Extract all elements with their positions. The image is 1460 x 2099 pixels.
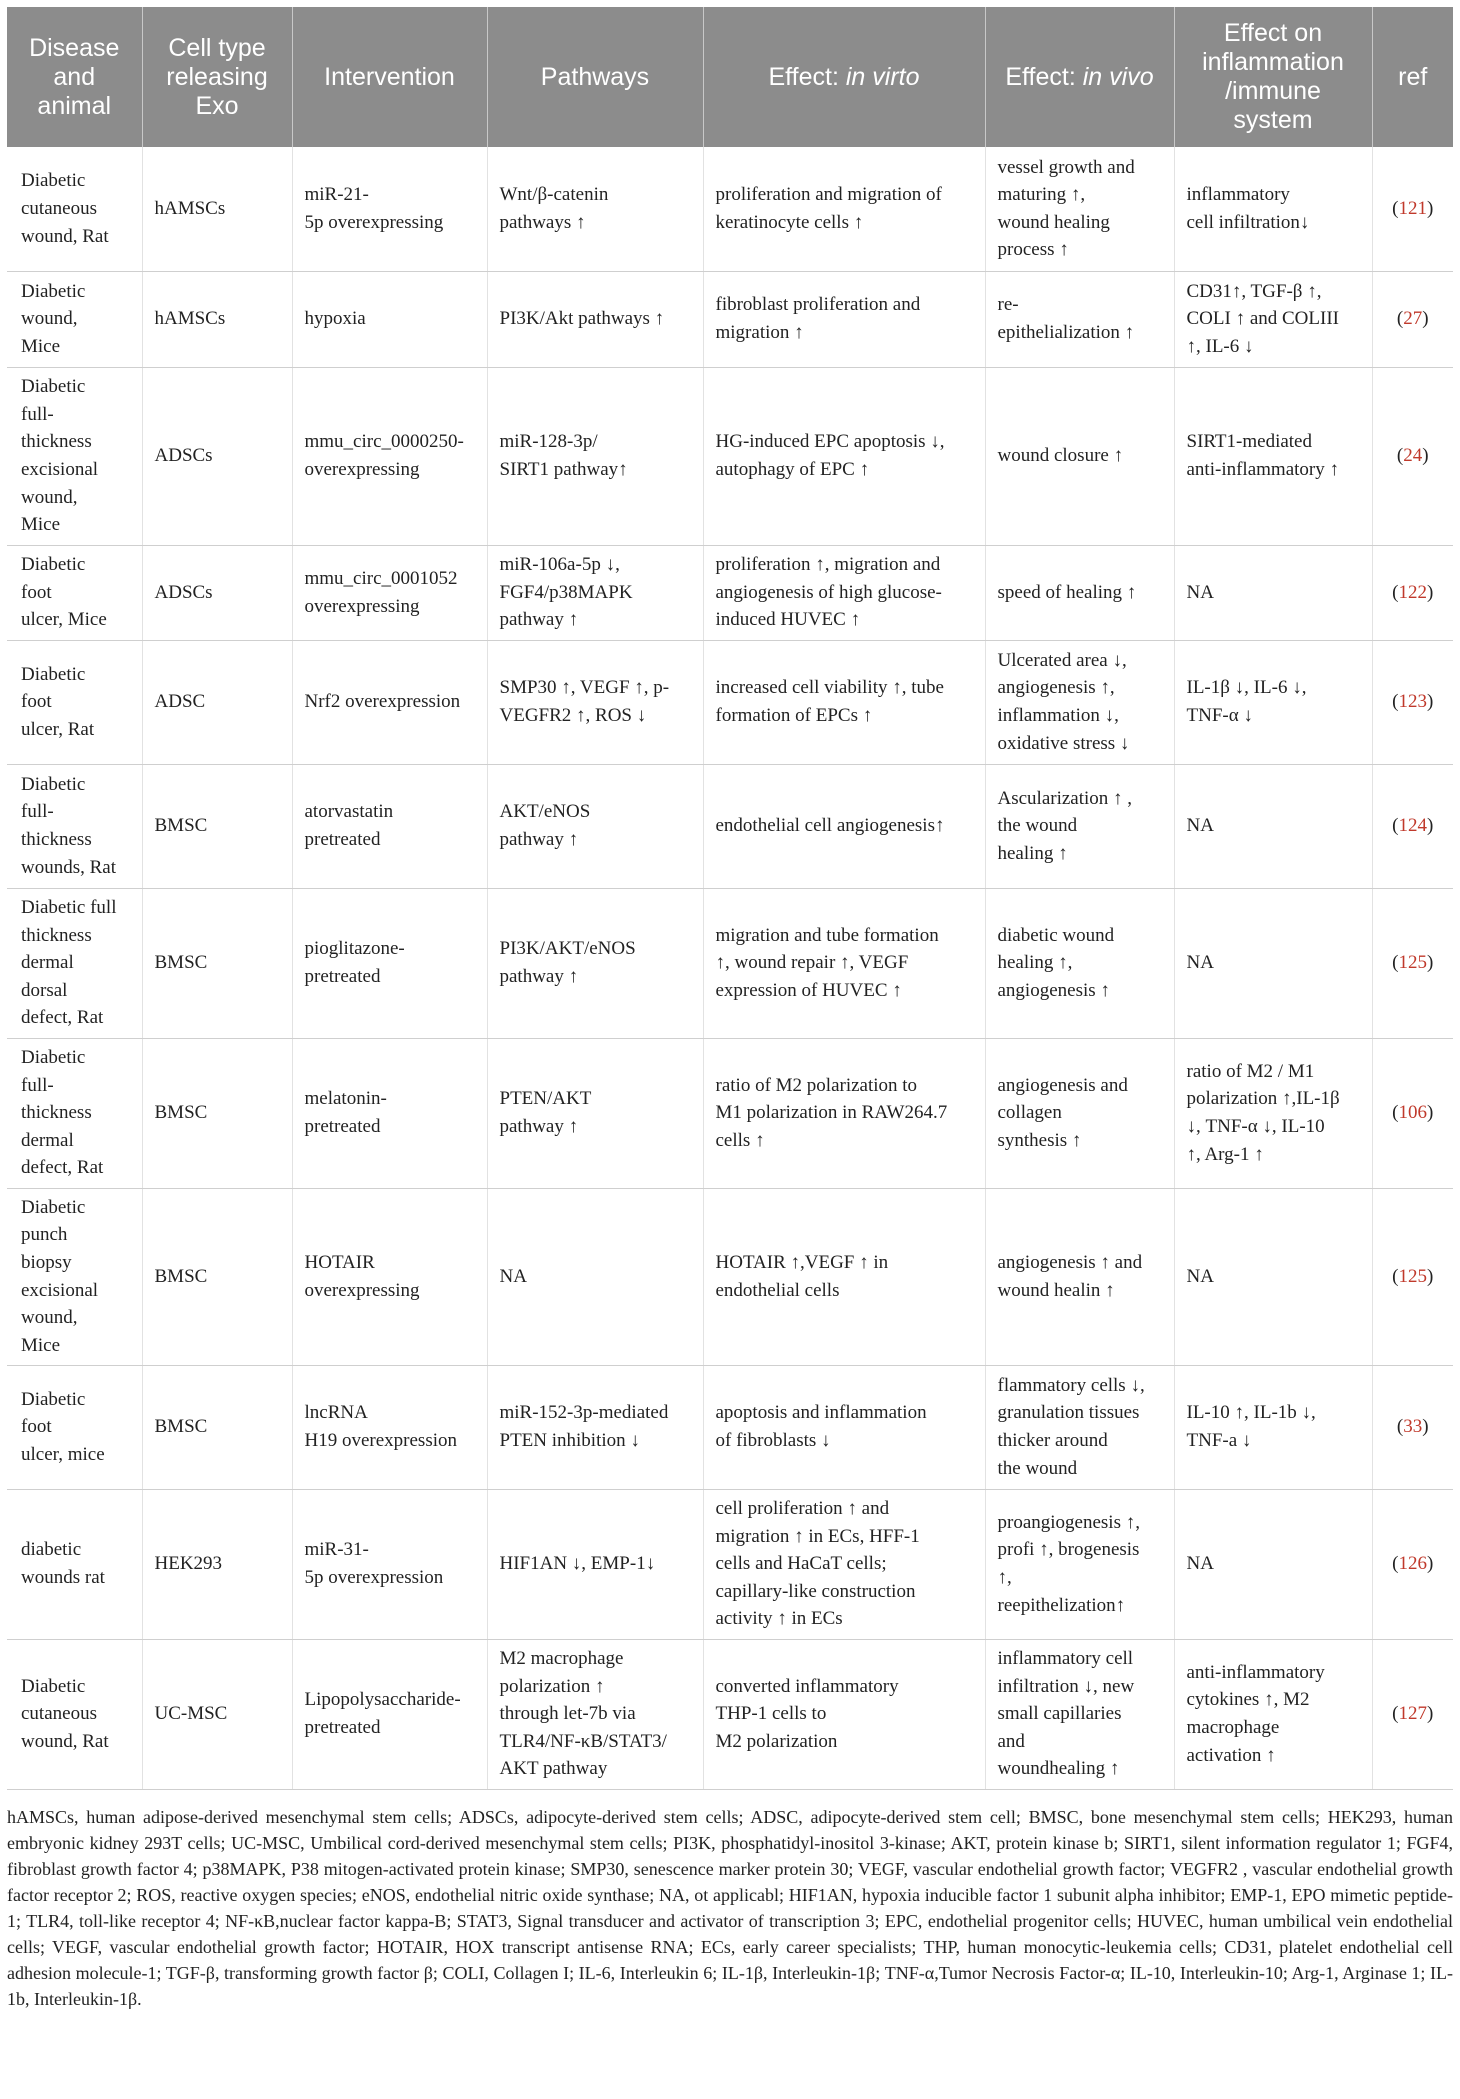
paren-close: ) bbox=[1427, 581, 1434, 603]
cell-disease-animal: Diabetic full thickness dermal dorsal defect, Rat bbox=[7, 888, 142, 1038]
cell-intervention: pioglitazone- pretreated bbox=[292, 888, 487, 1038]
cell-ref bbox=[1372, 367, 1453, 545]
header-text: and bbox=[53, 62, 96, 91]
header-effect-inflammation bbox=[1174, 7, 1372, 147]
cell-ref bbox=[1372, 888, 1453, 1038]
cell-intervention: HOTAIR overexpressing bbox=[292, 1188, 487, 1365]
cell-cell-type: ADSCs bbox=[142, 367, 292, 545]
reference-link[interactable]: 33 bbox=[1403, 1416, 1423, 1438]
cell-pathways: SMP30 ↑, VEGF ↑, p- VEGFR2 ↑, ROS ↓ bbox=[487, 640, 703, 764]
cell-pathways: M2 macrophage polarization ↑ through let-7b via TLR4/NF-κB/STAT3/ AKT pathway bbox=[487, 1639, 703, 1789]
cell-pathways: PTEN/AKT pathway ↑ bbox=[487, 1038, 703, 1188]
cell-effect-in-vitro: fibroblast proliferation and migration ↑ bbox=[703, 271, 985, 367]
cell-effect-in-vivo: diabetic wound healing ↑, angiogenesis ↑ bbox=[985, 888, 1174, 1038]
cell-cell-type: HEK293 bbox=[142, 1489, 292, 1639]
paren-close: ) bbox=[1427, 691, 1434, 713]
cell-pathways: NA bbox=[487, 1188, 703, 1365]
paren-close: ) bbox=[1427, 815, 1434, 837]
cell-effect-inflammation: CD31↑, TGF-β ↑, COLI ↑ and COLIII ↑, IL-6 ↓ bbox=[1174, 271, 1372, 367]
cell-disease-animal: Diabetic foot ulcer, Mice bbox=[7, 545, 142, 640]
cell-intervention: Lipopolysaccharide- pretreated bbox=[292, 1639, 487, 1789]
cell-intervention: miR-21- 5p overexpressing bbox=[292, 147, 487, 271]
cell-disease-animal: Diabetic full- thickness excisional wound, Mice bbox=[7, 367, 142, 545]
table-row bbox=[7, 640, 1453, 764]
header-text: Intervention bbox=[324, 62, 455, 91]
cell-disease-animal: Diabetic foot ulcer, Rat bbox=[7, 640, 142, 764]
cell-ref bbox=[1372, 147, 1453, 271]
cell-intervention: miR-31- 5p overexpression bbox=[292, 1489, 487, 1639]
table-body bbox=[7, 147, 1453, 1789]
cell-effect-in-vivo: angiogenesis and collagen synthesis ↑ bbox=[985, 1038, 1174, 1188]
cell-cell-type: UC-MSC bbox=[142, 1639, 292, 1789]
paren-close: ) bbox=[1427, 1703, 1434, 1725]
cell-disease-animal: Diabetic cutaneous wound, Rat bbox=[7, 1639, 142, 1789]
reference-link[interactable]: 106 bbox=[1398, 1102, 1427, 1124]
cell-disease-animal: Diabetic foot ulcer, mice bbox=[7, 1365, 142, 1489]
cell-effect-in-vitro: cell proliferation ↑ and migration ↑ in ECs, HFF-1 cells and HaCaT cells; capillary-like construction activity ↑ in ECs bbox=[703, 1489, 985, 1639]
cell-effect-in-vitro: endothelial cell angiogenesis↑ bbox=[703, 764, 985, 888]
header-text: Exo bbox=[195, 91, 239, 120]
paren-close: ) bbox=[1422, 1416, 1429, 1438]
cell-effect-in-vivo: wound closure ↑ bbox=[985, 367, 1174, 545]
header-effect-in-vitro bbox=[703, 7, 985, 147]
reference-link[interactable]: 125 bbox=[1398, 1265, 1427, 1287]
cell-cell-type: BMSC bbox=[142, 1038, 292, 1188]
cell-effect-inflammation: IL-1β ↓, IL-6 ↓, TNF-α ↓ bbox=[1174, 640, 1372, 764]
reference-link[interactable]: 125 bbox=[1398, 952, 1427, 974]
cell-intervention: hypoxia bbox=[292, 271, 487, 367]
cell-ref bbox=[1372, 545, 1453, 640]
header-text-italic: in virto bbox=[845, 62, 920, 91]
table-row bbox=[7, 888, 1453, 1038]
cell-effect-in-vitro: converted inflammatory THP-1 cells to M2 polarization bbox=[703, 1639, 985, 1789]
cell-effect-in-vivo: Ulcerated area ↓, angiogenesis ↑, inflammation ↓, oxidative stress ↓ bbox=[985, 640, 1174, 764]
paren-open: ( bbox=[1392, 197, 1399, 219]
cell-pathways: miR-152-3p-mediated PTEN inhibition ↓ bbox=[487, 1365, 703, 1489]
header-text: Effect: bbox=[768, 62, 846, 91]
reference-link[interactable]: 126 bbox=[1398, 1553, 1427, 1575]
cell-cell-type: BMSC bbox=[142, 764, 292, 888]
cell-effect-in-vivo: angiogenesis ↑ and wound healin ↑ bbox=[985, 1188, 1174, 1365]
cell-ref bbox=[1372, 271, 1453, 367]
cell-effect-inflammation: IL-10 ↑, IL-1b ↓, TNF-a ↓ bbox=[1174, 1365, 1372, 1489]
cell-effect-inflammation: NA bbox=[1174, 1489, 1372, 1639]
table-row bbox=[7, 545, 1453, 640]
reference-link[interactable]: 24 bbox=[1403, 445, 1423, 467]
cell-intervention: Nrf2 overexpression bbox=[292, 640, 487, 764]
table-row bbox=[7, 1038, 1453, 1188]
cell-intervention: mmu_circ_0000250- overexpressing bbox=[292, 367, 487, 545]
cell-effect-inflammation: inflammatory cell infiltration↓ bbox=[1174, 147, 1372, 271]
reference-link[interactable]: 27 bbox=[1403, 308, 1423, 330]
data-table bbox=[7, 7, 1453, 1790]
paren-close: ) bbox=[1427, 197, 1434, 219]
reference-link[interactable]: 122 bbox=[1398, 581, 1427, 603]
paren-open: ( bbox=[1392, 1102, 1399, 1124]
cell-disease-animal: Diabetic full- thickness wounds, Rat bbox=[7, 764, 142, 888]
cell-effect-in-vivo: inflammatory cell infiltration ↓, new small capillaries and woundhealing ↑ bbox=[985, 1639, 1174, 1789]
table-row bbox=[7, 271, 1453, 367]
cell-pathways: miR-106a-5p ↓, FGF4/p38MAPK pathway ↑ bbox=[487, 545, 703, 640]
cell-cell-type: ADSC bbox=[142, 640, 292, 764]
table-row bbox=[7, 1188, 1453, 1365]
reference-link[interactable]: 124 bbox=[1398, 815, 1427, 837]
cell-effect-inflammation: anti-inflammatory cytokines ↑, M2 macrophage activation ↑ bbox=[1174, 1639, 1372, 1789]
table-container bbox=[7, 7, 1453, 2012]
cell-intervention: melatonin- pretreated bbox=[292, 1038, 487, 1188]
paren-open: ( bbox=[1392, 1703, 1399, 1725]
header-text: Effect: bbox=[1005, 62, 1083, 91]
header-cell-type bbox=[142, 7, 292, 147]
paren-close: ) bbox=[1427, 952, 1434, 974]
cell-effect-inflammation: NA bbox=[1174, 888, 1372, 1038]
cell-cell-type: BMSC bbox=[142, 1365, 292, 1489]
paren-open: ( bbox=[1396, 1416, 1404, 1438]
table-row bbox=[7, 1639, 1453, 1789]
paren-close: ) bbox=[1427, 1102, 1434, 1124]
header-effect-in-vivo bbox=[985, 7, 1174, 147]
header-text: Effect on bbox=[1223, 19, 1323, 47]
table-footnote: hAMSCs, human adipose-derived mesenchymal stem cells; ADSCs, adipocyte-derived stem cells; ADSC, adipocyte-derived stem cell; BMSC, bone mesenchymal stem cells; HEK293, human embryonic kidney 293T cells; UC-MSC, Umbilical cord-derived mesenchymal stem cells; PI3K, phosphatidyl-inositol 3-kinase; AKT, protein kinase b; SIRT1, silent information regulator 1; FGF4, fibroblast growth factor 4; p38MAPK, P38 mitogen-activated protein kinase; SMP30, senescence marker protein 30; VEGF, vascular endothelial growth factor; VEGFR2 , vascular endothelial growth factor receptor 2; ROS, reactive oxygen species; eNOS, endothelial nitric oxide synthase; NA, ot applicabl; HIF1AN, hypoxia inducible factor 1 subunit alpha inhibitor; EMP-1, EPO mimetic peptide-1; TLR4, toll-like receptor 4; NF-κB,nuclear factor kappa-B; STAT3, Signal transducer and activator of transcription 3; EPC, endothelial progenitor cells; HUVEC, human umbilical vein endothelial cells; VEGF, vascular endothelial growth factor; HOTAIR, HOX transcript antisense RNA; ECs, early career specialists; THP, human monocytic-leukemia cells; CD31, platelet endothelial cell adhesion molecule-1; TGF-β, transforming growth factor β; COLI, Collagen I; IL-6, Interleukin 6; IL-1β, Interleukin-1β; TNF-α,Tumor Necrosis Factor-α; IL-10, Interleukin-10; Arg-1, Arginase 1; IL-1b, Interleukin-1β. bbox=[7, 1806, 1453, 2009]
cell-effect-inflammation: NA bbox=[1174, 1188, 1372, 1365]
paren-open: ( bbox=[1392, 952, 1399, 974]
reference-link[interactable]: 127 bbox=[1398, 1703, 1427, 1725]
cell-ref bbox=[1372, 1365, 1453, 1489]
table-row bbox=[7, 1489, 1453, 1639]
header-text: /immune bbox=[1225, 77, 1321, 105]
cell-effect-in-vivo: vessel growth and maturing ↑, wound healing process ↑ bbox=[985, 147, 1174, 271]
paren-open: ( bbox=[1396, 445, 1404, 467]
cell-intervention: lncRNA H19 overexpression bbox=[292, 1365, 487, 1489]
header-text-italic: in vivo bbox=[1082, 62, 1154, 91]
cell-effect-in-vivo: re- epithelialization ↑ bbox=[985, 271, 1174, 367]
cell-effect-in-vivo: Ascularization ↑ , the wound healing ↑ bbox=[985, 764, 1174, 888]
cell-effect-in-vivo: flammatory cells ↓, granulation tissues thicker around the wound bbox=[985, 1365, 1174, 1489]
cell-disease-animal: diabetic wounds rat bbox=[7, 1489, 142, 1639]
cell-cell-type: hAMSCs bbox=[142, 271, 292, 367]
paren-open: ( bbox=[1392, 815, 1399, 837]
header-text: Pathways bbox=[540, 62, 650, 91]
paren-open: ( bbox=[1392, 581, 1399, 603]
header-pathways bbox=[487, 7, 703, 147]
cell-ref bbox=[1372, 640, 1453, 764]
cell-disease-animal: Diabetic cutaneous wound, Rat bbox=[7, 147, 142, 271]
table-header bbox=[7, 7, 1453, 147]
paren-close: ) bbox=[1427, 1265, 1434, 1287]
header-text: animal bbox=[37, 91, 112, 120]
header-ref bbox=[1372, 7, 1453, 147]
cell-disease-animal: Diabetic punch biopsy excisional wound, Mice bbox=[7, 1188, 142, 1365]
header-text: releasing bbox=[166, 62, 268, 91]
cell-effect-inflammation: ratio of M2 / M1 polarization ↑,IL-1β ↓, TNF-α ↓, IL-10 ↑, Arg-1 ↑ bbox=[1174, 1038, 1372, 1188]
header-text: ref bbox=[1398, 62, 1428, 91]
reference-link[interactable]: 121 bbox=[1398, 197, 1427, 219]
cell-intervention: mmu_circ_0001052 overexpressing bbox=[292, 545, 487, 640]
header-row bbox=[7, 7, 1453, 147]
cell-effect-in-vitro: HG-induced EPC apoptosis ↓, autophagy of EPC ↑ bbox=[703, 367, 985, 545]
cell-effect-in-vivo: speed of healing ↑ bbox=[985, 545, 1174, 640]
cell-effect-in-vitro: ratio of M2 polarization to M1 polarization in RAW264.7 cells ↑ bbox=[703, 1038, 985, 1188]
cell-pathways: AKT/eNOS pathway ↑ bbox=[487, 764, 703, 888]
header-text: Cell type bbox=[168, 33, 266, 62]
cell-effect-in-vitro: increased cell viability ↑, tube formation of EPCs ↑ bbox=[703, 640, 985, 764]
cell-effect-in-vivo: proangiogenesis ↑, profi ↑, brogenesis ↑, reepithelization↑ bbox=[985, 1489, 1174, 1639]
cell-cell-type: hAMSCs bbox=[142, 147, 292, 271]
cell-pathways: HIF1AN ↓, EMP-1↓ bbox=[487, 1489, 703, 1639]
cell-effect-in-vitro: migration and tube formation ↑, wound repair ↑, VEGF expression of HUVEC ↑ bbox=[703, 888, 985, 1038]
table-row bbox=[7, 367, 1453, 545]
cell-pathways: PI3K/Akt pathways ↑ bbox=[487, 271, 703, 367]
paren-close: ) bbox=[1422, 308, 1429, 330]
paren-open: ( bbox=[1392, 691, 1399, 713]
header-text: inflammation bbox=[1202, 48, 1344, 76]
cell-ref bbox=[1372, 1639, 1453, 1789]
cell-cell-type: ADSCs bbox=[142, 545, 292, 640]
reference-link[interactable]: 123 bbox=[1398, 691, 1427, 713]
cell-ref bbox=[1372, 1038, 1453, 1188]
header-intervention bbox=[292, 7, 487, 147]
cell-ref bbox=[1372, 1489, 1453, 1639]
cell-intervention: atorvastatin pretreated bbox=[292, 764, 487, 888]
header-disease-animal bbox=[7, 7, 142, 147]
cell-pathways: PI3K/AKT/eNOS pathway ↑ bbox=[487, 888, 703, 1038]
paren-open: ( bbox=[1392, 1553, 1399, 1575]
header-text: system bbox=[1233, 106, 1313, 134]
cell-disease-animal: Diabetic wound, Mice bbox=[7, 271, 142, 367]
paren-open: ( bbox=[1396, 308, 1404, 330]
cell-pathways: Wnt/β-catenin pathways ↑ bbox=[487, 147, 703, 271]
header-text: Disease bbox=[29, 33, 120, 62]
cell-effect-in-vitro: HOTAIR ↑,VEGF ↑ in endothelial cells bbox=[703, 1188, 985, 1365]
cell-effect-in-vitro: apoptosis and inflammation of fibroblasts ↓ bbox=[703, 1365, 985, 1489]
cell-pathways: miR-128-3p/ SIRT1 pathway↑ bbox=[487, 367, 703, 545]
cell-effect-inflammation: SIRT1-mediated anti-inflammatory ↑ bbox=[1174, 367, 1372, 545]
cell-effect-in-vitro: proliferation and migration of keratinocyte cells ↑ bbox=[703, 147, 985, 271]
cell-cell-type: BMSC bbox=[142, 1188, 292, 1365]
cell-effect-in-vitro: proliferation ↑, migration and angiogenesis of high glucose- induced HUVEC ↑ bbox=[703, 545, 985, 640]
cell-effect-inflammation: NA bbox=[1174, 545, 1372, 640]
paren-close: ) bbox=[1427, 1553, 1434, 1575]
table-row bbox=[7, 764, 1453, 888]
cell-ref bbox=[1372, 1188, 1453, 1365]
cell-ref bbox=[1372, 764, 1453, 888]
cell-effect-inflammation: NA bbox=[1174, 764, 1372, 888]
cell-disease-animal: Diabetic full- thickness dermal defect, Rat bbox=[7, 1038, 142, 1188]
table-row bbox=[7, 1365, 1453, 1489]
table-row bbox=[7, 147, 1453, 271]
paren-open: ( bbox=[1392, 1265, 1399, 1287]
cell-cell-type: BMSC bbox=[142, 888, 292, 1038]
paren-close: ) bbox=[1422, 445, 1429, 467]
